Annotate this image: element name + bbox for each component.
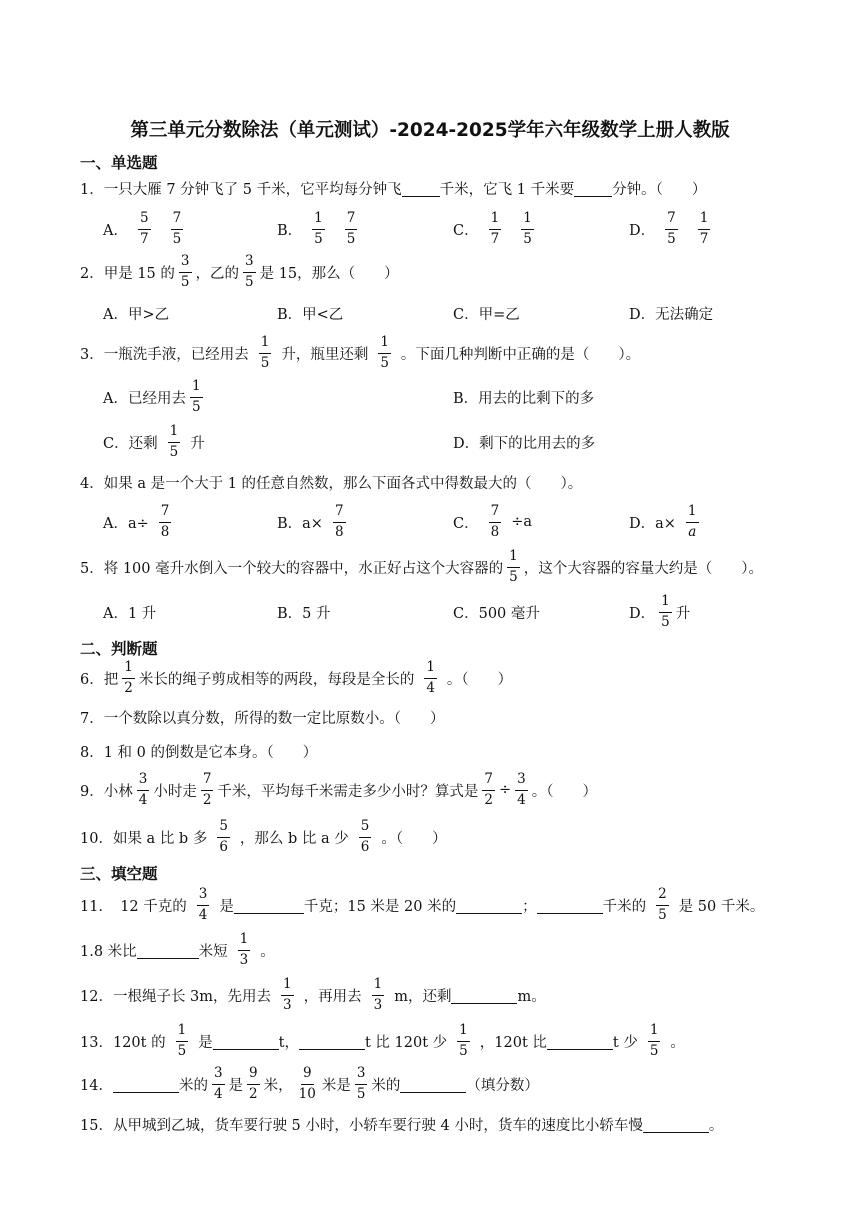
option-label: A．已经用去 <box>103 390 186 407</box>
question-text: 升，瓶里还剩 <box>281 346 369 363</box>
option-b[interactable] <box>277 502 356 542</box>
option-label: D． <box>629 222 656 239</box>
option-label: C． <box>453 222 479 239</box>
answer-blank[interactable] <box>234 897 304 914</box>
question-text: 11． 12 千克的 <box>80 898 187 915</box>
fraction: $\frac{1}{4}$ <box>426 659 435 696</box>
question-text: （填分数） <box>466 1077 539 1094</box>
question-text: 米是 <box>321 1077 351 1094</box>
question-text: t， <box>278 1034 299 1051</box>
fraction: $\frac{7}{8}$ <box>334 503 344 540</box>
question-text: 14． <box>80 1077 113 1094</box>
question-14 <box>80 1064 539 1104</box>
question-8: 8．1 和 0 的倒数是它本身。（ ） <box>80 744 318 761</box>
question-text: 。 <box>708 1117 724 1134</box>
fraction: $\frac{7}{5}$ <box>667 210 676 247</box>
fraction: $\frac{1}{3}$ <box>283 976 292 1013</box>
question-text: 米长的绳子剪成相等的两段，每段是全长的 <box>138 671 415 688</box>
fraction: $\frac{7}{8}$ <box>490 503 500 540</box>
fraction: $\frac{1}{5}$ <box>177 1022 187 1059</box>
question-10 <box>80 817 447 857</box>
question-text: 是 <box>219 898 234 915</box>
answer-blank[interactable] <box>299 1033 365 1050</box>
option-d[interactable] <box>629 592 690 632</box>
fraction: $\frac{1}{2}$ <box>124 659 133 696</box>
option-a[interactable] <box>103 377 207 417</box>
option-label: C．还剩 <box>103 435 158 452</box>
question-text: 米， <box>263 1077 293 1094</box>
question-2 <box>80 252 399 292</box>
option-c[interactable] <box>453 209 544 249</box>
question-text: ； <box>522 898 537 915</box>
fraction: $\frac{1}{5}$ <box>191 378 201 415</box>
option-d[interactable] <box>629 209 720 249</box>
fraction: $\frac{9}{10}$ <box>298 1065 316 1102</box>
question-1 <box>80 168 706 208</box>
fraction: $\frac{9}{2}$ <box>249 1065 258 1102</box>
option-text: 升 <box>675 605 691 622</box>
option-a[interactable] <box>103 209 193 249</box>
option-d[interactable] <box>629 502 709 542</box>
question-12 <box>80 975 546 1015</box>
question-text: 5．将 100 毫升水倒入一个较大的容器中，水正好占这个大容器的 <box>80 560 504 577</box>
option-text: 升 <box>190 435 205 452</box>
fraction: $\frac{1}{7}$ <box>490 210 500 247</box>
fraction: $\frac{7}{5}$ <box>346 210 356 247</box>
fraction: $\frac{1}{5}$ <box>509 548 518 585</box>
fraction: $\frac{3}{5}$ <box>356 1065 366 1102</box>
page-title: 第三单元分数除法（单元测试）-2024-2025学年六年级数学上册人教版 <box>130 120 730 141</box>
option-c[interactable]: C．500 毫升 <box>453 605 540 622</box>
fraction: $\frac{1}{5}$ <box>314 210 323 247</box>
answer-blank[interactable] <box>574 180 612 197</box>
fraction: $\frac{1}{a}$ <box>687 503 697 540</box>
question-text: t 比 120t 少 <box>365 1034 448 1051</box>
fraction: $\frac{2}{5}$ <box>658 886 667 923</box>
question-text: 是 50 千米。 <box>678 898 765 915</box>
option-label: B．a× <box>277 515 323 532</box>
question-text: 。 <box>670 1034 685 1051</box>
question-text: t 少 <box>612 1034 638 1051</box>
question-text: 千克；15 米是 20 米的 <box>303 898 457 915</box>
fraction: $\frac{3}{4}$ <box>213 1065 223 1102</box>
option-label: B． <box>277 222 303 239</box>
question-text: ，乙的 <box>195 265 239 282</box>
fraction: $\frac{1}{5}$ <box>649 1022 659 1059</box>
question-11 <box>80 885 764 925</box>
question-text: 13．120t 的 <box>80 1034 166 1051</box>
option-b[interactable]: B．5 升 <box>277 605 331 622</box>
answer-blank[interactable] <box>547 1033 613 1050</box>
option-a[interactable]: A．1 升 <box>103 605 157 622</box>
fraction: $\frac{3}{5}$ <box>180 253 190 290</box>
question-7: 7．一个数除以真分数，所得的数一定比原数小。（ ） <box>80 710 445 727</box>
question-text: 15．从甲城到乙城，货车要行驶 5 小时，小轿车要行驶 4 小时，货车的速度比小轿车慢 <box>80 1117 643 1134</box>
fraction: $\frac{1}{5}$ <box>523 210 532 247</box>
question-text: 10．如果 a 比 b 多 <box>80 830 208 847</box>
question-text: 分钟。（ ） <box>612 181 707 198</box>
question-3 <box>80 333 640 373</box>
fraction: $\frac{3}{5}$ <box>245 253 254 290</box>
option-a[interactable] <box>103 502 181 542</box>
option-text: ÷a <box>511 514 532 530</box>
option-b[interactable] <box>277 209 367 249</box>
option-a[interactable]: A．甲>乙 <box>103 306 170 323</box>
question-text: m。 <box>517 988 546 1005</box>
question-6 <box>80 658 512 698</box>
answer-blank[interactable] <box>400 1076 466 1093</box>
fraction: $\frac{7}{2}$ <box>202 771 212 808</box>
question-text: 千米，平均每千米需走多少小时？算式是 <box>217 783 479 800</box>
fraction: $\frac{1}{7}$ <box>699 210 709 247</box>
question-text: 12．一根绳子长 3m，先用去 <box>80 988 272 1005</box>
fraction: $\frac{7}{2}$ <box>484 771 494 808</box>
question-text: 。（ ） <box>381 830 447 847</box>
fraction: $\frac{7}{8}$ <box>160 503 170 540</box>
fraction: $\frac{7}{5}$ <box>172 210 182 247</box>
answer-blank[interactable] <box>451 987 517 1004</box>
section-heading-true-false: 二、判断题 <box>80 640 158 658</box>
question-text: 小时走 <box>153 783 197 800</box>
fraction: $\frac{1}{5}$ <box>260 334 270 371</box>
fraction: $\frac{1}{5}$ <box>169 423 179 460</box>
answer-blank[interactable] <box>456 897 522 914</box>
question-text: 6．把 <box>80 671 119 688</box>
answer-blank[interactable] <box>643 1116 709 1133</box>
section-heading-fill-blank: 三、填空题 <box>80 865 158 883</box>
option-b[interactable]: B．甲<乙 <box>277 306 344 323</box>
option-label: C． <box>453 515 479 532</box>
option-c[interactable]: C．甲=乙 <box>453 306 520 323</box>
option-label: D． <box>629 605 656 622</box>
fraction: $\frac{5}{6}$ <box>219 818 228 855</box>
question-9 <box>80 770 597 810</box>
fraction: $\frac{1}{3}$ <box>239 931 249 968</box>
question-text: 1．一只大雁 7 分钟飞了 5 千米，它平均每分钟飞 <box>80 181 402 198</box>
division-sign: ÷ <box>499 782 512 798</box>
option-label: A． <box>103 222 128 239</box>
fraction: $\frac{5}{7}$ <box>139 210 149 247</box>
question-text: 2．甲是 15 的 <box>80 265 175 282</box>
answer-blank[interactable] <box>402 180 440 197</box>
question-text: 1.8 米比 <box>80 943 137 960</box>
question-text: 。（ ） <box>446 671 513 688</box>
question-text: 千米的 <box>602 898 647 915</box>
fraction: $\frac{1}{3}$ <box>373 976 383 1013</box>
section-heading-single-choice: 一、单选题 <box>80 154 158 172</box>
answer-blank[interactable] <box>137 942 199 959</box>
fraction: $\frac{1}{5}$ <box>459 1022 468 1059</box>
question-text: ，那么 b 比 a 少 <box>239 830 349 847</box>
question-15 <box>80 1104 723 1144</box>
question-text: 是 <box>228 1077 244 1094</box>
fraction: $\frac{1}{5}$ <box>380 334 389 371</box>
option-b[interactable]: B．用去的比剩下的多 <box>453 390 595 407</box>
answer-blank[interactable] <box>213 1033 279 1050</box>
question-text: 千米，它飞 1 千米要 <box>439 181 575 198</box>
question-4: 4．如果 a 是一个大于 1 的任意自然数，那么下面各式中得数最大的（ ）。 <box>80 475 583 492</box>
question-5 <box>80 547 763 587</box>
question-text: 。（ ） <box>531 783 598 800</box>
question-11-continued <box>80 930 275 970</box>
option-d[interactable]: D．剩下的比用去的多 <box>453 435 596 452</box>
question-text: 3．一瓶洗手液，已经用去 <box>80 346 249 363</box>
option-label: D．a× <box>629 515 676 532</box>
answer-blank[interactable] <box>113 1076 179 1093</box>
fraction: $\frac{5}{6}$ <box>360 818 370 855</box>
option-d[interactable]: D．无法确定 <box>629 306 714 323</box>
question-text: 。下面几种判断中正确的是（ ）。 <box>400 346 641 363</box>
question-text: 米短 <box>198 943 228 960</box>
fraction: $\frac{3}{4}$ <box>517 771 526 808</box>
fraction: $\frac{3}{4}$ <box>138 771 148 808</box>
question-text: 米的 <box>371 1077 401 1094</box>
question-text: 9．小林 <box>80 783 133 800</box>
question-text: 。 <box>260 943 275 960</box>
option-label: A．a÷ <box>103 515 149 532</box>
fraction: $\frac{3}{4}$ <box>198 886 208 923</box>
option-c[interactable] <box>103 422 205 462</box>
question-text: 是 15，那么（ ） <box>259 265 399 282</box>
question-text: 米的 <box>178 1077 208 1094</box>
question-text: 是 <box>198 1034 213 1051</box>
question-text: ，再用去 <box>303 988 362 1005</box>
question-text: m，还剩 <box>394 988 452 1005</box>
question-text: ，120t 比 <box>479 1034 547 1051</box>
option-c[interactable] <box>453 502 532 542</box>
fraction: $\frac{1}{5}$ <box>661 593 670 630</box>
question-text: ，这个大容器的容量大约是（ ）。 <box>523 560 763 577</box>
question-13 <box>80 1021 685 1061</box>
answer-blank[interactable] <box>537 897 603 914</box>
